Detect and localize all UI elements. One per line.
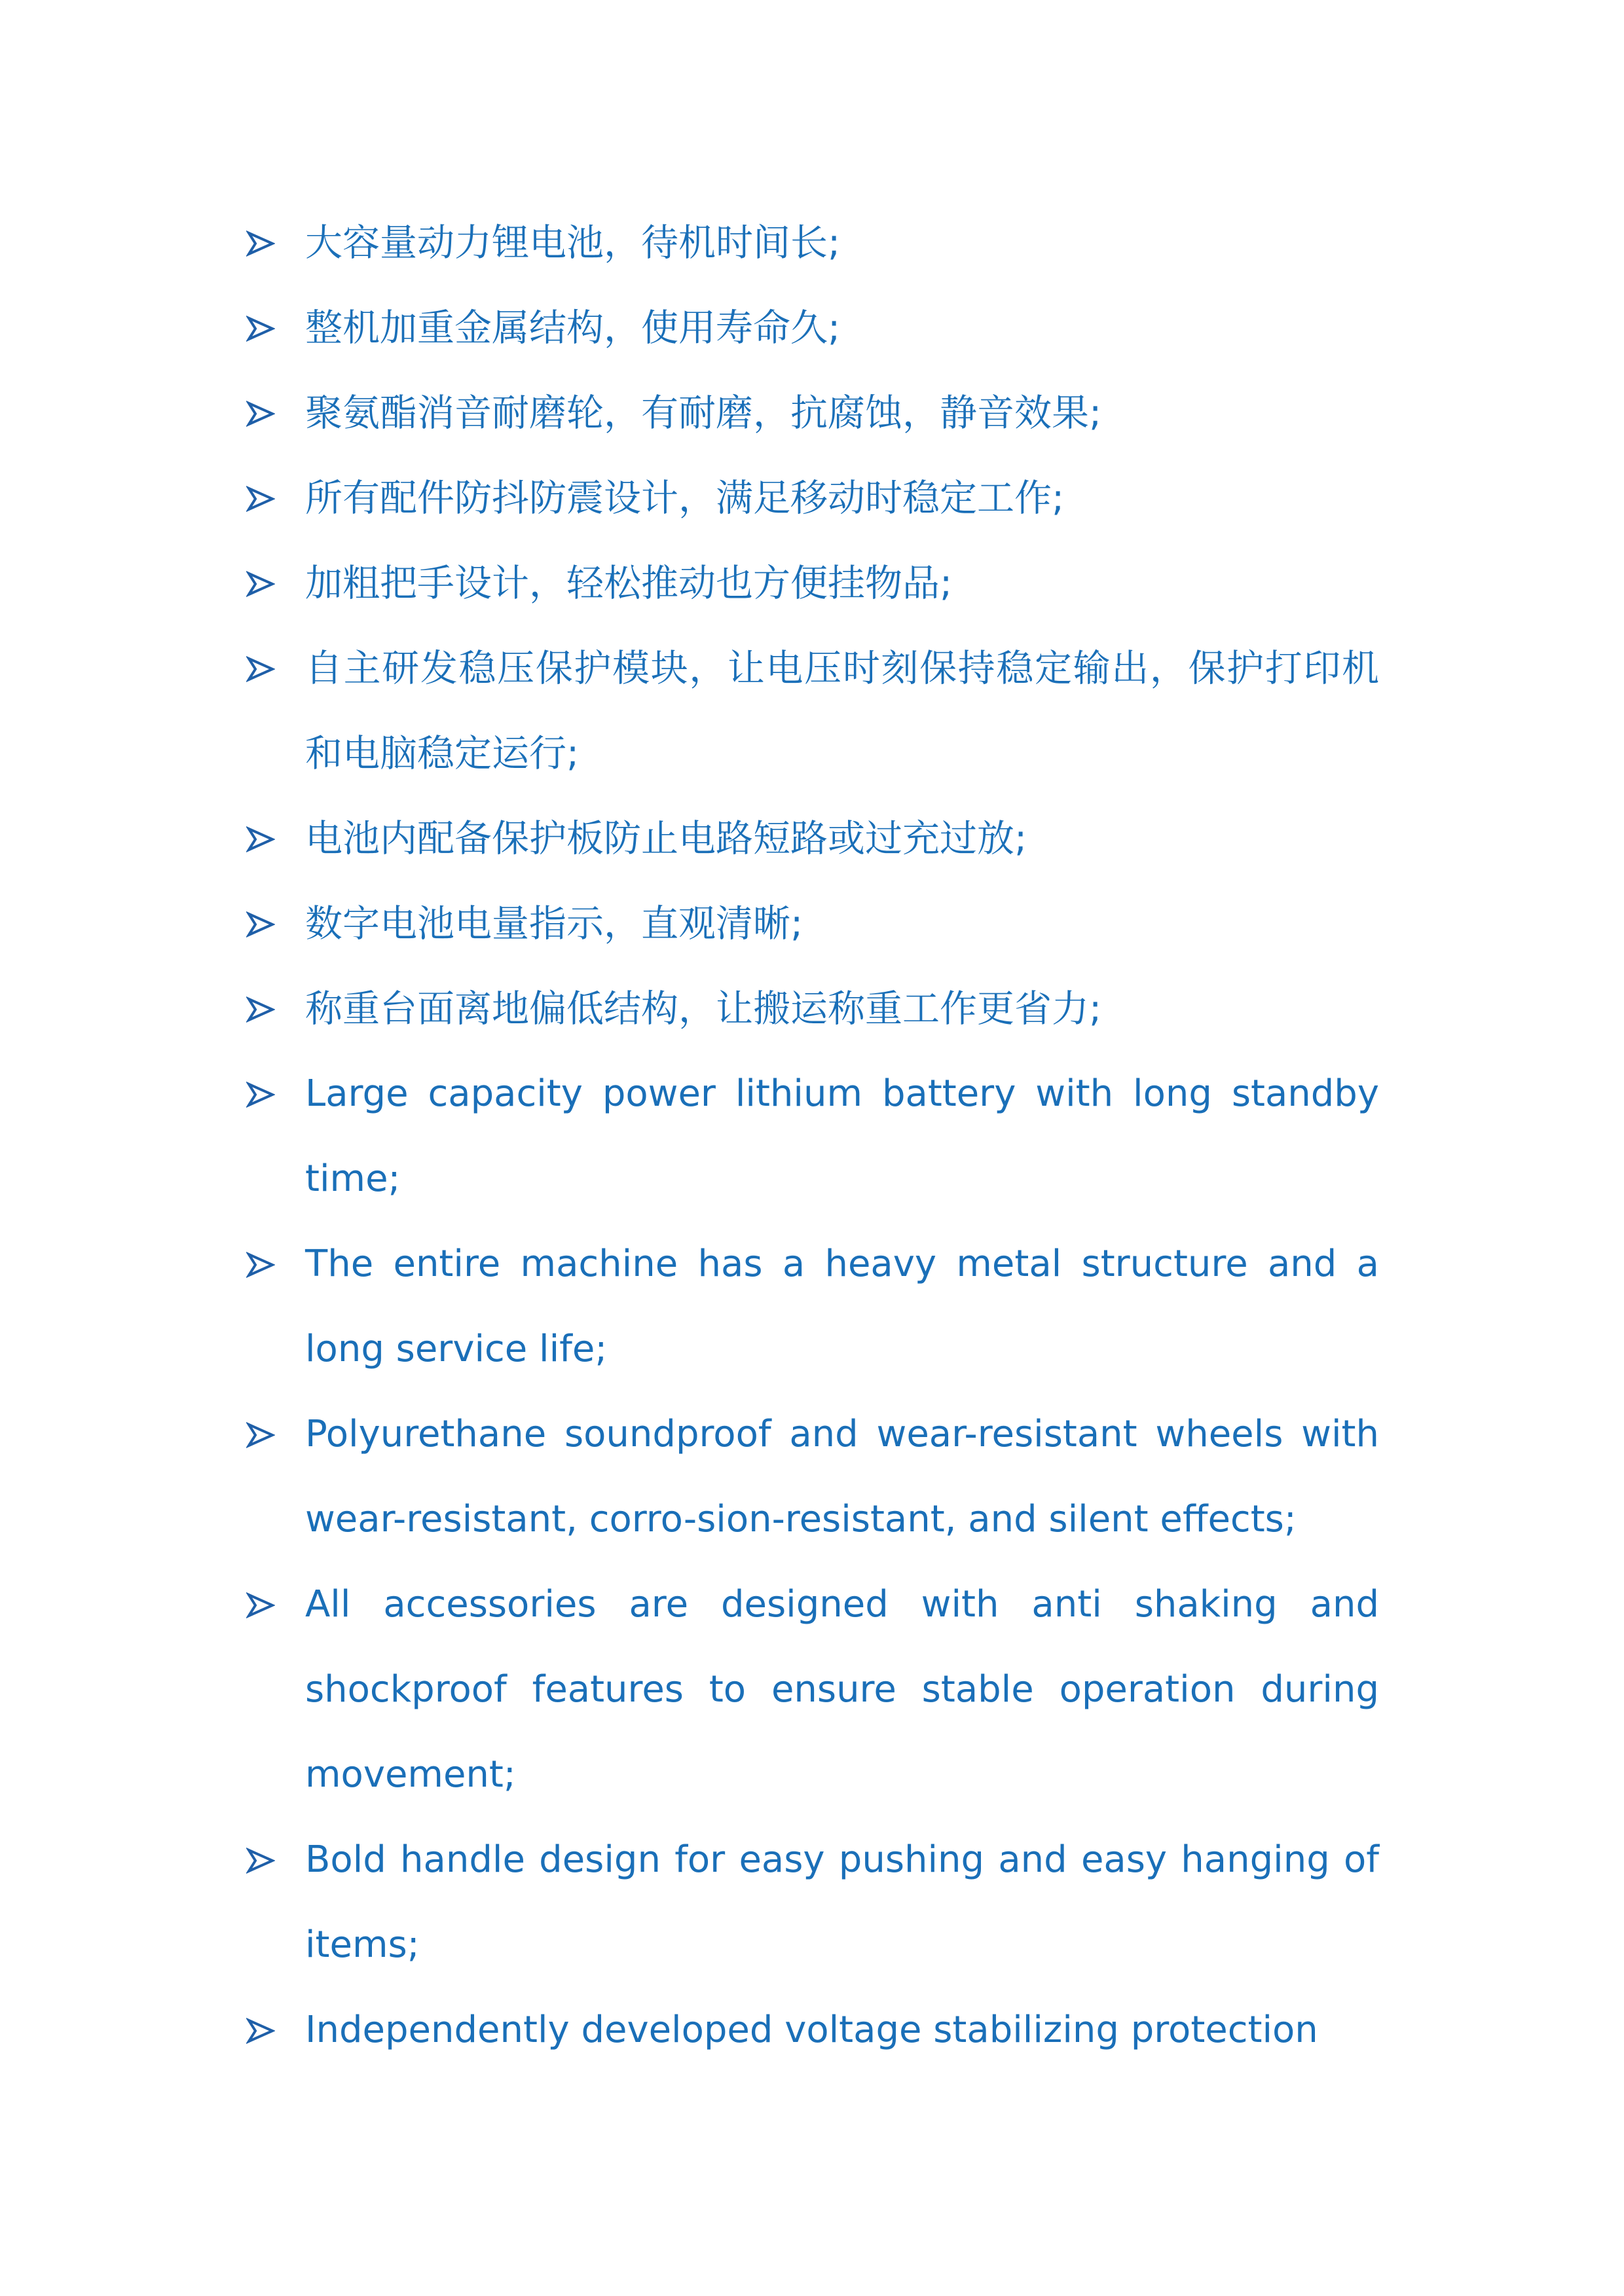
list-item [246, 371, 1379, 456]
arrowhead-bullet-icon [246, 1591, 275, 1620]
feature-list [246, 200, 1379, 2073]
arrowhead-bullet-icon [246, 399, 275, 428]
list-item-text: Independently developed voltage stabilizing protection [305, 2009, 1318, 2051]
list-item [246, 881, 1379, 966]
list-item [246, 456, 1379, 541]
arrowhead-bullet-icon [246, 314, 275, 343]
list-item [246, 1222, 1379, 1392]
list-item-text: Bold handle design for easy pushing and easy hanging of items; [305, 1838, 1379, 1966]
list-item-text: Polyurethane soundproof and wear-resistant wheels with wear-resistant, corro-sion-resistant, and silent effects; [305, 1413, 1379, 1540]
arrowhead-bullet-icon [246, 825, 275, 854]
arrowhead-bullet-icon [246, 229, 275, 258]
list-item [246, 200, 1379, 285]
list-item [246, 1392, 1379, 1562]
list-item-text: 加粗把手设计，轻松推动也方便挂物品; [305, 562, 953, 605]
arrowhead-bullet-icon [246, 570, 275, 598]
list-item-text: 数字电池电量指示，直观清晰; [305, 902, 803, 945]
arrowhead-bullet-icon [246, 1846, 275, 1875]
list-item-text: 整机加重金属结构，使用寿命久; [305, 306, 841, 350]
arrowhead-bullet-icon [246, 1080, 275, 1109]
list-item [246, 1562, 1379, 1817]
list-item [246, 1817, 1379, 1988]
list-item [246, 1988, 1379, 2073]
list-item-text: 聚氨酯消音耐磨轮，有耐磨，抗腐蚀，静音效果; [305, 392, 1102, 435]
arrowhead-bullet-icon [246, 910, 275, 939]
arrowhead-bullet-icon [246, 995, 275, 1024]
list-item [246, 796, 1379, 881]
list-item [246, 626, 1379, 796]
arrowhead-bullet-icon [246, 1421, 275, 1449]
list-item-text: Large capacity power lithium battery with long standby time; [305, 1072, 1379, 1200]
list-item [246, 541, 1379, 626]
list-item [246, 285, 1379, 371]
list-item [246, 1051, 1379, 1222]
arrowhead-bullet-icon [246, 655, 275, 683]
arrowhead-bullet-icon [246, 1250, 275, 1279]
arrowhead-bullet-icon [246, 484, 275, 513]
list-item [246, 966, 1379, 1051]
list-item-text: 自主研发稳压保护模块，让电压时刻保持稳定输出，保护打印机和电脑稳定运行; [305, 647, 1379, 775]
list-item-text: All accessories are designed with anti shaking and shockproof features to ensure stable operation during movement; [305, 1583, 1379, 1796]
list-item-text: 称重台面离地偏低结构，让搬运称重工作更省力; [305, 987, 1102, 1030]
list-item-text: 大容量动力锂电池，待机时间长; [305, 221, 841, 264]
list-item-text: 电池内配备保护板防止电路短路或过充过放; [305, 817, 1027, 860]
arrowhead-bullet-icon [246, 2016, 275, 2045]
list-item-text: 所有配件防抖防震设计，满足移动时稳定工作; [305, 477, 1065, 520]
list-item-text: The entire machine has a heavy metal structure and a long service life; [305, 1243, 1379, 1370]
